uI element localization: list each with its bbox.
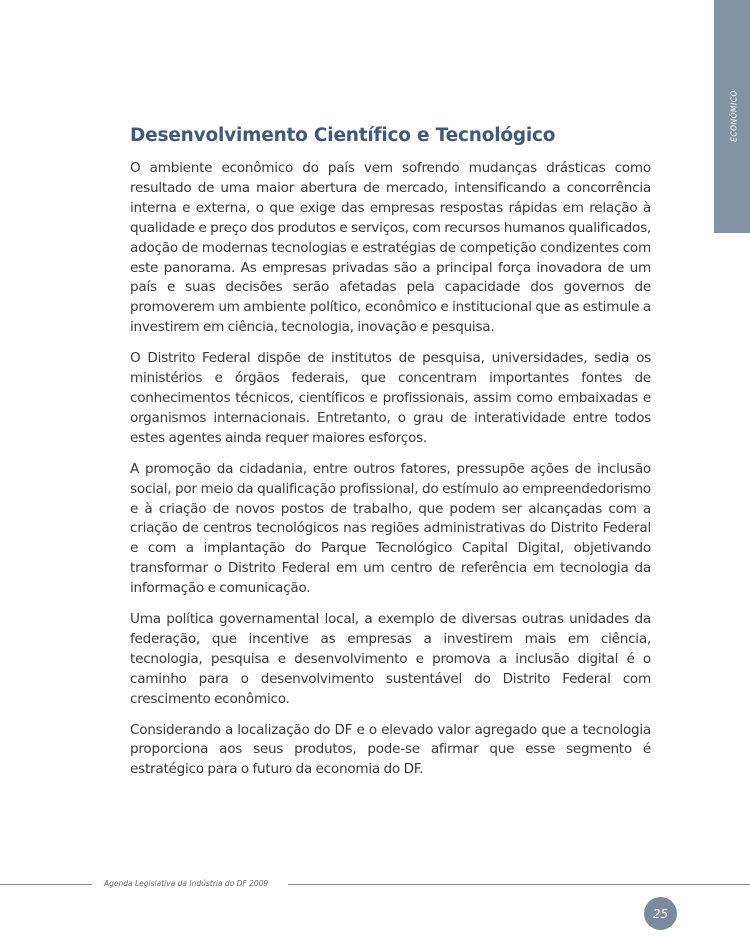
article-paragraph-3: A promoção da cidadania, entre outros fatores, pressupõe ações de inclusão social, por meio da qualificação profissional, do estímulo ao empreendedorismo e à criação de novos postos de trabalho, que podem ser alcançadas com a criação de centros tecnológicos nas regiões administrativas do Distrito Federal e com a implantação do Parque Tecnológico Capital Digital, objetivando transformar o Distrito Federal em um centro de referência em tecnologia da informação e comunicação. <box>130 460 651 597</box>
footer-publication: Agenda Legislativa da Indústria do DF 2009 <box>104 879 269 888</box>
article-paragraph-1: O ambiente econômico do país vem sofrendo mudanças drásticas como resultado de uma maior abertura de mercado, intensificando a concorrência interna e externa, o que exige das empresas respostas rápidas em relação à qualidade e preço dos produtos e serviços, com recursos humanos qualificados, adoção de modernas tecnologias e estratégias de competição condizentes com este panorama. As empresas privadas são a principal força inovadora de um país e suas decisões serão afetadas pela capacidade dos governos de promoverem um ambiente político, econômico e institucional que as estimule a investirem em ciência, tecnologia, inovação e pesquisa. <box>130 160 651 336</box>
section-side-tab-label: ECONÔMICO <box>729 90 739 142</box>
article-title: Desenvolvimento Científico e Tecnológico <box>130 125 556 146</box>
article-paragraph-2: O Distrito Federal dispõe de institutos de pesquisa, universidades, sedia os ministérios e órgãos federais, que concentram importantes fontes de conhecimentos técnicos, científicos e profissionais, assim como embaixadas e organismos internacionais. Entretanto, o grau de interatividade entre todos estes agentes ainda requer maiores esforços. <box>130 350 651 446</box>
footer-rule-right <box>288 884 750 885</box>
footer-rule-left <box>0 884 92 885</box>
article-paragraph-4: Uma política governamental local, a exemplo de diversas outras unidades da federação, que incentive as empresas a investirem mais em ciência, tecnologia, pesquisa e desenvolvimento e promova a inclusão digital é o caminho para o desenvolvimento sustentável do Distrito Federal com crescimento econômico. <box>130 611 651 707</box>
page-number: 25 <box>652 906 669 921</box>
article <box>130 125 651 791</box>
article-paragraph-5: Considerando a localização do DF e o elevado valor agregado que a tecnologia proporciona aos seus produtos, pode-se afirmar que esse segmento é estratégico para o futuro da economia do DF. <box>130 721 651 778</box>
page-number-badge <box>644 897 677 930</box>
